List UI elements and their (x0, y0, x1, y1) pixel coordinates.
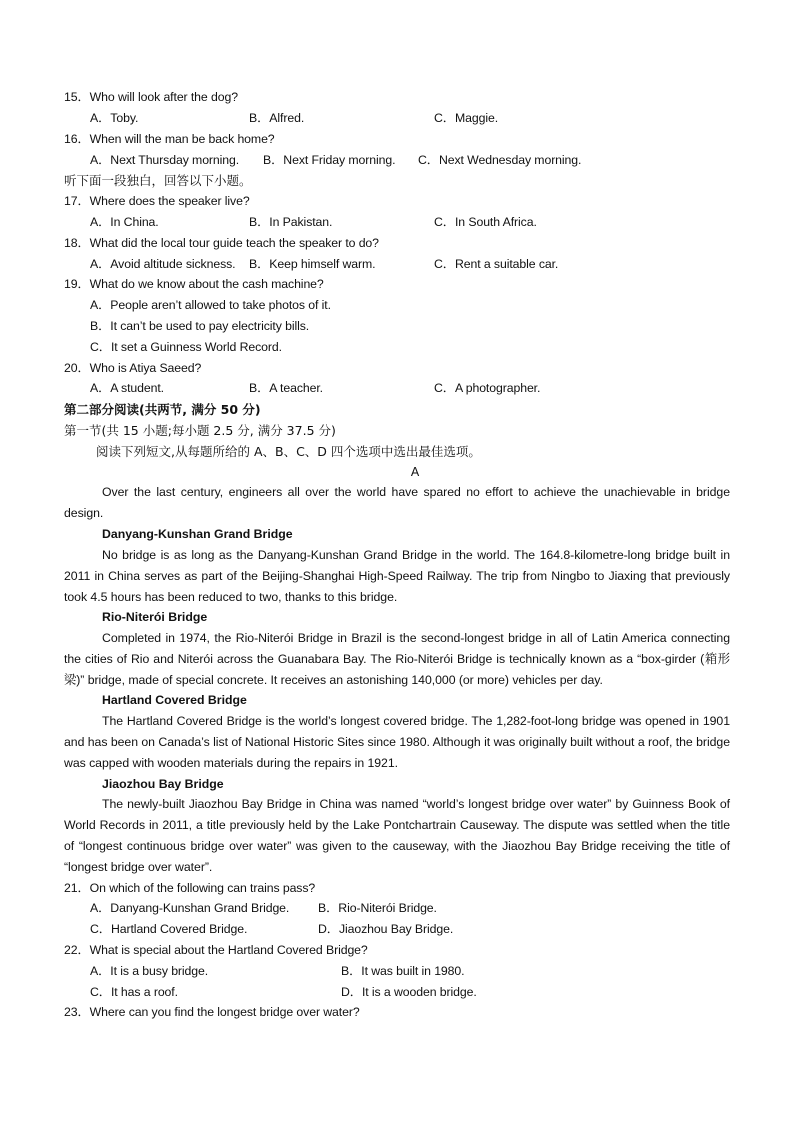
q15-option-a: A．Toby. (90, 111, 139, 125)
bridge-text-danyang: No bridge is as long as the Danyang-Kunshan Grand Bridge in the world. The 164.8-kilometre-long bridge built in 2011 in China serves as part of the Beijing-Shanghai High-Speed Railway. The trip from Ningbo to Jiaxing that previously took 4.5 hours has been reduced to two, thanks to this bridge. (64, 548, 730, 604)
bridge-text-hartland: The Hartland Covered Bridge is the world’s longest covered bridge. The 1,282-foot-long bridge was opened in 1901 and has been on Canada’s list of National Historic Sites since 1980. Although it was originally built without a roof, the bridge was capped with wooden materials during the repairs in 1921. (64, 714, 730, 770)
q21-option-b: B．Rio-Niterói Bridge. (318, 901, 437, 915)
monologue-instruction: 听下面一段独白，回答以下小题。 (64, 173, 252, 188)
q20-option-c: C．A photographer. (434, 381, 541, 395)
q19-option-c: C．It set a Guinness World Record. (90, 340, 282, 354)
question-23: 23．Where can you find the longest bridge over water? (64, 1005, 360, 1019)
q22-option-b: B．It was built in 1980. (341, 964, 465, 978)
question-17: 17．Where does the speaker live? (64, 194, 250, 208)
bridge-title-jiaozhou: Jiaozhou Bay Bridge (102, 777, 224, 791)
part2-section1: 第一节(共 15 小题;每小题 2.5 分, 满分 37.5 分) (64, 423, 336, 438)
question-16: 16．When will the man be back home? (64, 132, 275, 146)
q18-option-b: B．Keep himself warm. (249, 257, 376, 271)
q16-option-c: C．Next Wednesday morning. (418, 153, 582, 167)
part2-title: 第二部分阅读(共两节, 满分 50 分) (64, 402, 261, 417)
q18-option-a: A．Avoid altitude sickness. (90, 257, 236, 271)
q21-option-c: C．Hartland Covered Bridge. (90, 922, 248, 936)
question-22: 22．What is special about the Hartland Covered Bridge? (64, 943, 368, 957)
question-21: 21．On which of the following can trains pass? (64, 881, 316, 895)
q17-option-b: B．In Pakistan. (249, 215, 333, 229)
passage-intro: Over the last century, engineers all over the world have spared no effort to achieve the unachievable in bridge design. (64, 485, 730, 520)
question-20: 20．Who is Atiya Saeed? (64, 361, 202, 375)
q19-option-a: A．People aren’t allowed to take photos of it. (90, 298, 331, 312)
bridge-title-danyang: Danyang-Kunshan Grand Bridge (102, 527, 293, 541)
q20-option-a: A．A student. (90, 381, 164, 395)
part2-instruction: 阅读下列短文,从每题所给的 A、B、C、D 四个选项中选出最佳选项。 (96, 444, 481, 459)
passage-label: A (410, 465, 420, 479)
q17-option-a: A．In China. (90, 215, 159, 229)
q21-option-a: A．Danyang-Kunshan Grand Bridge. (90, 901, 290, 915)
q22-option-c: C．It has a roof. (90, 985, 178, 999)
q18-option-c: C．Rent a suitable car. (434, 257, 559, 271)
bridge-title-hartland: Hartland Covered Bridge (102, 693, 247, 707)
bridge-title-rio: Rio-Niterói Bridge (102, 610, 208, 624)
q16-option-b: B．Next Friday morning. (263, 153, 396, 167)
question-18: 18．What did the local tour guide teach the speaker to do? (64, 236, 379, 250)
bridge-text-jiaozhou: The newly-built Jiaozhou Bay Bridge in China was named “world’s longest bridge over water” by Guinness Book of World Records in 2011, a title previously held by the Lake Pontchartrain Causeway. The dispute was settled when the title of “longest continuous bridge over water” was given to the causeway, with the Jiaozhou Bay Bridge receiving the title of “longest bridge over water”. (64, 797, 730, 874)
q16-option-a: A．Next Thursday morning. (90, 153, 240, 167)
q15-option-c: C．Maggie. (434, 111, 499, 125)
bridge-text-rio: Completed in 1974, the Rio-Niterói Bridge in Brazil is the second-longest bridge in all of Latin America connecting the cities of Rio and Niterói across the Guanabara Bay. The Rio-Niterói Bridge is technically known as a “box-girder (箱形梁)” bridge, made of special concrete. It receives an astonishing 140,000 (or more) vehicles per day. (64, 631, 730, 687)
q21-option-d: D．Jiaozhou Bay Bridge. (318, 922, 454, 936)
q22-option-a: A．It is a busy bridge. (90, 964, 209, 978)
q19-option-b: B．It can’t be used to pay electricity bills. (90, 319, 310, 333)
q20-option-b: B．A teacher. (249, 381, 323, 395)
question-19: 19．What do we know about the cash machine? (64, 277, 324, 291)
q15-option-b: B．Alfred. (249, 111, 305, 125)
question-15: 15．Who will look after the dog? (64, 90, 238, 104)
q22-option-d: D．It is a wooden bridge. (341, 985, 477, 999)
q17-option-c: C．In South Africa. (434, 215, 537, 229)
